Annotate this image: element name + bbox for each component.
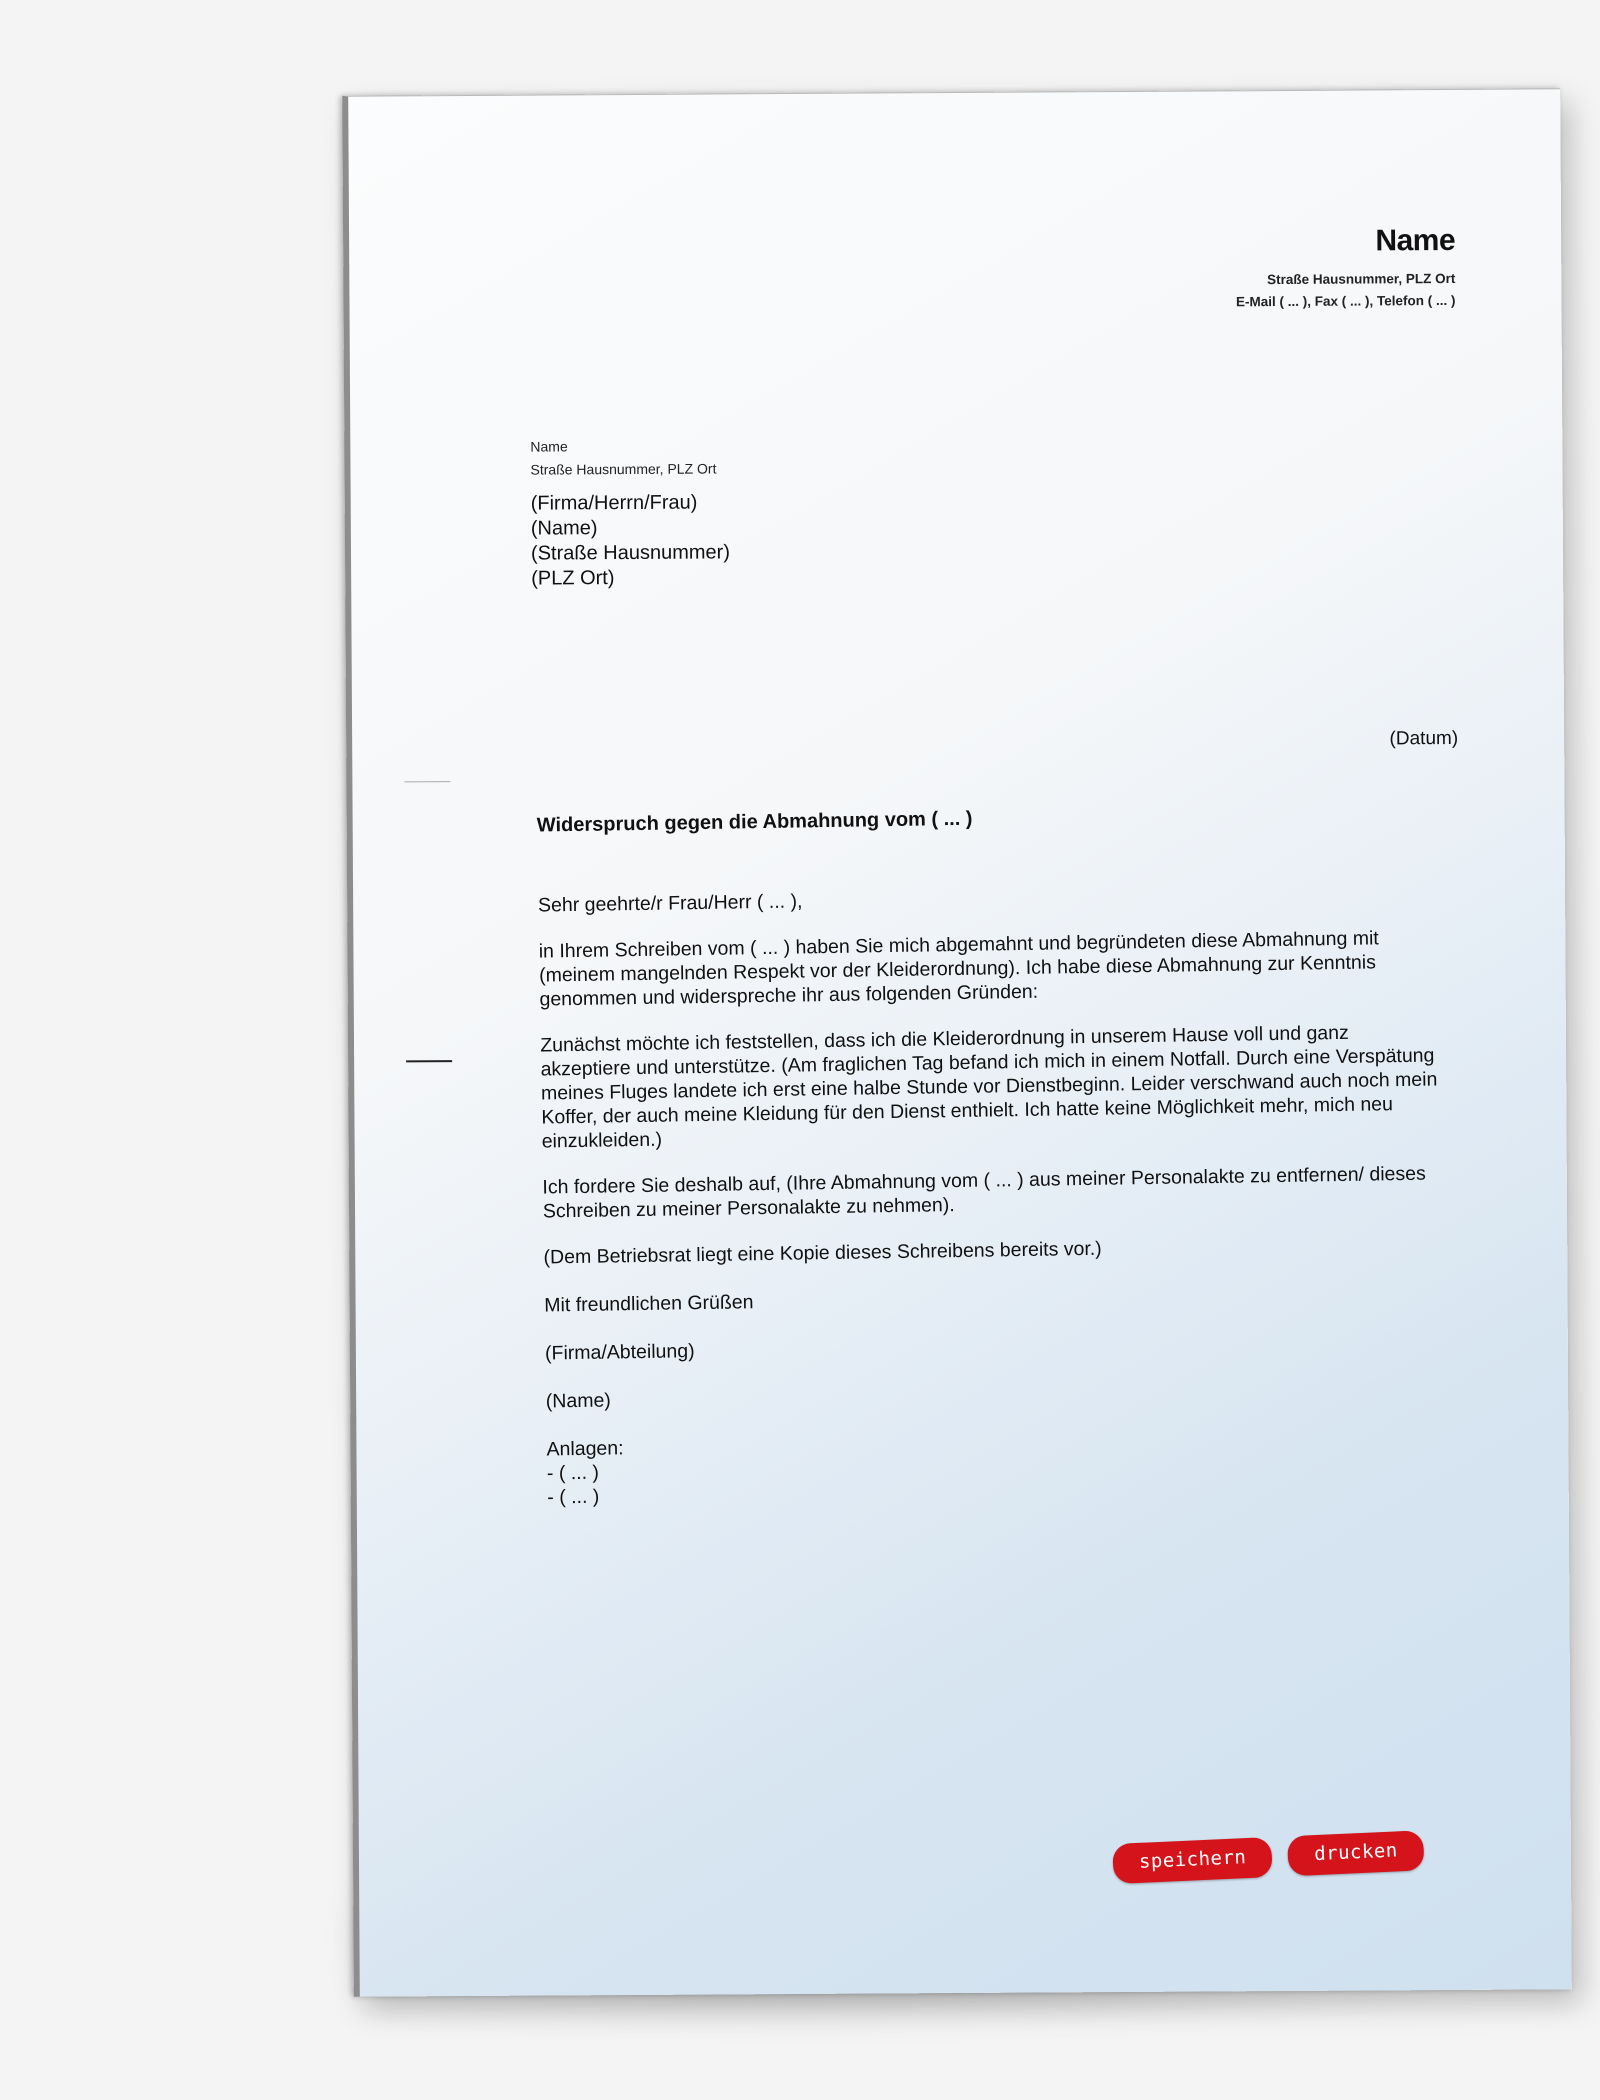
recipient-line: (Straße Hausnummer)	[530, 541, 731, 565]
return-address-name: Name	[530, 438, 568, 455]
punch-mark	[406, 1060, 452, 1062]
letter-date: (Datum)	[1389, 727, 1459, 750]
recipient-line: (Firma/Herrn/Frau)	[530, 491, 698, 515]
attachments	[546, 1423, 1447, 1509]
letter-paragraph: (Dem Betriebsrat liegt eine Kopie dieses Schreibens bereits vor.)	[543, 1237, 1102, 1269]
signature-name: (Name)	[545, 1389, 612, 1413]
return-address	[530, 434, 716, 481]
letter-salutation: Sehr geehrte/r Frau/Herr ( ... ),	[537, 890, 803, 917]
sender-name: Name	[1375, 223, 1456, 258]
sender-block	[1235, 224, 1455, 313]
letter-paragraph: Ich fordere Sie deshalb auf, (Ihre Abmahnung vom ( ... ) aus meiner Personalakte zu entfernen/ dieses Schreiben zu meiner Personalakte zu nehmen).	[542, 1162, 1426, 1223]
signature-company: (Firma/Abteilung)	[544, 1340, 695, 1365]
recipient-line: (PLZ Ort)	[531, 567, 615, 590]
recipient-address	[531, 490, 731, 591]
letter-closing: Mit freundlichen Grüßen	[544, 1291, 754, 1317]
recipient-line: (Name)	[530, 517, 598, 540]
letter-body	[537, 799, 1448, 1509]
attachment-item: - ( ... )	[546, 1461, 600, 1485]
letter-paragraph: Zunächst möchte ich feststellen, dass ich die Kleiderordnung in unserem Hause voll und ganz akzeptiere und unterstütze. (Am fraglichen Tag befand ich mich in einem Notfall. Durch eine Verspätung meines Fluges landete ich erst eine halbe Stunde vor Dienstbeginn. Leider verschwand auch noch mein Koffer, der auch meine Kleidung für den Dienst enthielt. Ich hatte keine Möglichkeit mehr, mich neu einzukleiden.)	[540, 1021, 1438, 1153]
action-buttons	[1112, 1830, 1425, 1884]
document-page	[342, 88, 1572, 1996]
letter-subject: Widerspruch gegen die Abmahnung vom ( ... )	[536, 807, 973, 837]
print-button[interactable]: drucken	[1287, 1830, 1424, 1876]
letter-paragraph: in Ihrem Schreiben vom ( ... ) haben Sie mich abgemahnt und begründeten diese Abmahnung mit (meinem mangelnden Respekt vor der Kleiderordnung). Ich habe diese Abmahnung zur Kenntnis genommen und widerspreche ihr aus folgenden Gründen:	[538, 927, 1379, 1011]
sender-contact: E-Mail ( ... ), Fax ( ... ), Telefon ( ... )	[1235, 292, 1456, 310]
attachment-item: - ( ... )	[547, 1485, 600, 1509]
fold-mark	[404, 781, 450, 782]
save-button[interactable]: speichern	[1112, 1837, 1273, 1884]
attachments-label: Anlagen:	[546, 1437, 624, 1461]
sender-address: Straße Hausnummer, PLZ Ort	[1267, 270, 1456, 288]
return-address-street: Straße Hausnummer, PLZ Ort	[530, 460, 717, 478]
